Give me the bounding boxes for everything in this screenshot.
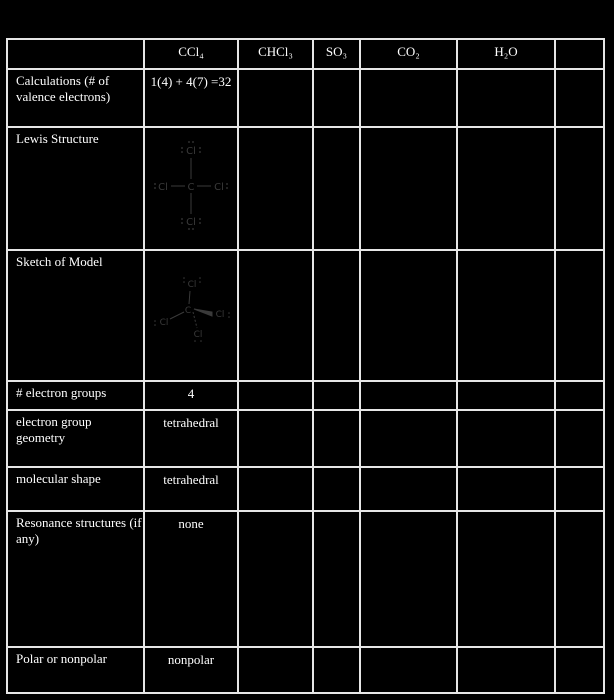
so3-model-cell[interactable]: [313, 250, 360, 381]
so3-calculation-cell[interactable]: [313, 69, 360, 127]
co2-polarity-cell[interactable]: [360, 647, 457, 693]
row-label-sketch-of-model: Sketch of Model: [7, 250, 144, 381]
extra-cell: [555, 647, 604, 693]
so3-electron-geometry-cell[interactable]: [313, 410, 360, 467]
molecular-model-image: [146, 251, 236, 361]
chcl3-resonance-cell[interactable]: [238, 511, 313, 647]
row-label-polarity: Polar or nonpolar: [7, 647, 144, 693]
table-row: [7, 647, 604, 693]
model-carbon: C: [184, 306, 192, 316]
extra-cell: [555, 69, 604, 127]
header-so3: SO₃: [313, 39, 360, 69]
co2-calculation-cell[interactable]: [360, 69, 457, 127]
ccl4-electron-groups-value: 4: [144, 381, 238, 410]
co2-lewis-cell[interactable]: [360, 127, 457, 250]
ccl4-molecular-shape-value: tetrahedral: [144, 467, 238, 511]
h2o-polarity-cell[interactable]: [457, 647, 555, 693]
chcl3-electron-groups-cell[interactable]: [238, 381, 313, 410]
model-cl-left: Cl: [159, 318, 169, 328]
extra-cell: [555, 250, 604, 381]
ccl4-calculation-value: 1(4) + 4(7) =32: [144, 69, 238, 127]
ccl4-polarity-value: nonpolar: [144, 647, 238, 693]
so3-molecular-shape-cell[interactable]: [313, 467, 360, 511]
table-row: [7, 250, 604, 381]
so3-resonance-cell[interactable]: [313, 511, 360, 647]
chcl3-electron-geometry-cell[interactable]: [238, 410, 313, 467]
ccl4-electron-geometry-value: tetrahedral: [144, 410, 238, 467]
table-row: [7, 127, 604, 250]
header-chcl3: CHCl₃: [238, 39, 313, 69]
chcl3-molecular-shape-cell[interactable]: [238, 467, 313, 511]
row-label-electron-groups: # electron groups: [7, 381, 144, 410]
extra-cell: [555, 511, 604, 647]
header-h2o: H₂O: [457, 39, 555, 69]
h2o-molecular-shape-cell[interactable]: [457, 467, 555, 511]
h2o-electron-groups-cell[interactable]: [457, 381, 555, 410]
table-row: [7, 467, 604, 511]
header-row: [7, 39, 604, 69]
h2o-calculation-cell[interactable]: [457, 69, 555, 127]
table-row: [7, 69, 604, 127]
co2-electron-geometry-cell[interactable]: [360, 410, 457, 467]
co2-model-cell[interactable]: [360, 250, 457, 381]
header-blank-cell: [7, 39, 144, 69]
chcl3-polarity-cell[interactable]: [238, 647, 313, 693]
extra-cell: [555, 127, 604, 250]
extra-cell: [555, 467, 604, 511]
chcl3-calculation-cell[interactable]: [238, 69, 313, 127]
chcl3-model-cell[interactable]: [238, 250, 313, 381]
header-ccl4: CCl₄: [144, 39, 238, 69]
h2o-resonance-cell[interactable]: [457, 511, 555, 647]
co2-electron-groups-cell[interactable]: [360, 381, 457, 410]
row-label-lewis-structure: Lewis Structure: [7, 127, 144, 250]
row-label-resonance-structures: Resonance structures (if any): [7, 511, 144, 647]
ccl4-model-cell: [144, 250, 238, 381]
table-row: [7, 511, 604, 647]
header-extra-blank: [555, 39, 604, 69]
co2-resonance-cell[interactable]: [360, 511, 457, 647]
h2o-electron-geometry-cell[interactable]: [457, 410, 555, 467]
chcl3-lewis-cell[interactable]: [238, 127, 313, 250]
h2o-model-cell[interactable]: [457, 250, 555, 381]
lewis-cl-bottom: Cl: [186, 217, 196, 228]
header-co2: CO₂: [360, 39, 457, 69]
table-row: [7, 410, 604, 467]
model-cl-right: Cl: [215, 310, 225, 320]
molecule-worksheet-table: [6, 38, 605, 694]
extra-cell: [555, 410, 604, 467]
so3-electron-groups-cell[interactable]: [313, 381, 360, 410]
lewis-cl-left: Cl: [158, 182, 168, 193]
extra-cell: [555, 381, 604, 410]
table-row: [7, 381, 604, 410]
ccl4-lewis-cell: [144, 127, 238, 250]
model-cl-top: Cl: [187, 280, 197, 290]
ccl4-resonance-value: none: [144, 511, 238, 647]
model-cl-bottom: Cl: [193, 330, 203, 340]
so3-lewis-cell[interactable]: [313, 127, 360, 250]
lewis-cl-top: Cl: [186, 146, 196, 157]
lewis-cl-right: Cl: [214, 182, 224, 193]
so3-polarity-cell[interactable]: [313, 647, 360, 693]
lewis-structure-image: [146, 128, 236, 238]
row-label-calculations: Calculations (# of valence electrons): [7, 69, 144, 127]
lewis-carbon: C: [187, 182, 195, 193]
row-label-molecular-shape: molecular shape: [7, 467, 144, 511]
h2o-lewis-cell[interactable]: [457, 127, 555, 250]
co2-molecular-shape-cell[interactable]: [360, 467, 457, 511]
row-label-electron-group-geometry: electron group geometry: [7, 410, 144, 467]
